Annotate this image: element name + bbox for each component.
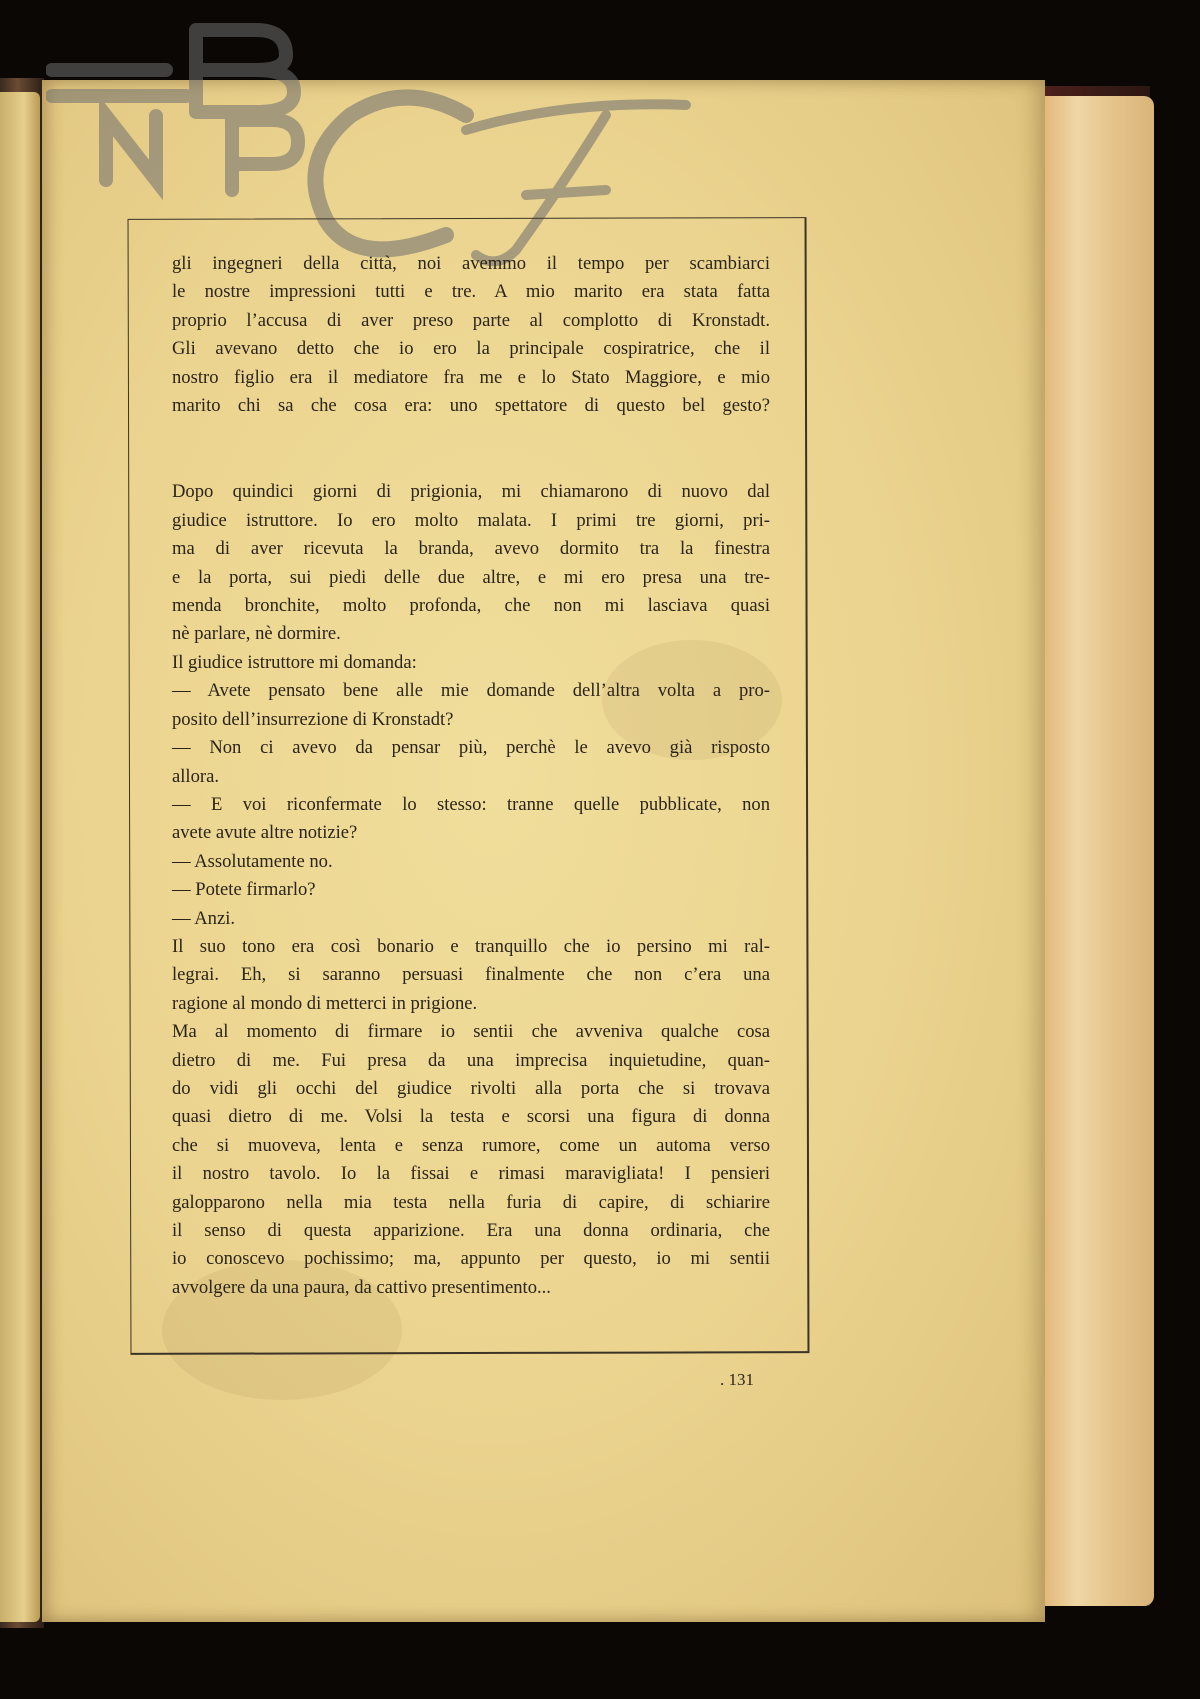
- text-line: Il giudice istruttore mi domanda:: [172, 651, 417, 673]
- text-line: Il suo tono era così bonario e tranquillo che io persino mi ral-: [172, 935, 770, 957]
- text-line: galopparono nella mia testa nella furia di capire, di schiarire: [172, 1191, 770, 1213]
- watermark-letter-b: [196, 30, 294, 112]
- text-line: nè parlare, nè dormire.: [172, 623, 341, 645]
- text-line: legrai. Eh, si saranno persuasi finalmente che non c’era una: [172, 964, 770, 986]
- text-line: Gli avevano detto che io ero la principale cospiratrice, che il: [172, 338, 770, 360]
- text-line: e la porta, sui piedi delle due altre, e mi ero presa una tre-: [172, 566, 770, 588]
- text-line: avvolgere da una paura, da cattivo presentimento...: [172, 1276, 551, 1298]
- dialogue-line: — Avete pensato bene alle mie domande dell’altra volta a pro-: [172, 680, 770, 702]
- paragraph-main: [172, 478, 770, 1302]
- dialogue-line: — E voi riconfermate lo stesso: tranne quelle pubblicate, non: [172, 793, 770, 815]
- text-line: ragione al mondo di metterci in prigione.: [172, 992, 478, 1014]
- text-line: quasi dietro di me. Volsi la testa e scorsi una figura di donna: [172, 1106, 770, 1128]
- text-line: do vidi gli occhi del giudice rivolti alla porta che si trovava: [172, 1077, 770, 1099]
- text-line: il senso di questa apparizione. Era una donna ordinaria, che: [172, 1220, 770, 1241]
- page-number: . 131: [720, 1370, 754, 1389]
- text-line: nostro figlio era il mediatore fra me e lo Stato Maggiore, e mio: [172, 366, 770, 388]
- text-line: che si muoveva, lenta e senza rumore, come un automa verso: [172, 1134, 770, 1156]
- text-line: Dopo quindici giorni di prigionia, mi chiamarono di nuovo dal: [172, 481, 770, 503]
- dialogue-line: — Anzi.: [172, 907, 236, 929]
- watermark-letter-p: [232, 120, 298, 190]
- section-break: [172, 420, 770, 478]
- dialogue-line: allora.: [172, 765, 219, 787]
- page-stack-edge: [1040, 96, 1154, 1606]
- page-text: [172, 250, 770, 1302]
- paragraph-continuation: [172, 250, 770, 420]
- watermark-letter-n: [106, 116, 156, 180]
- dialogue-line: — Non ci avevo da pensar più, perchè le avevo già risposto: [172, 737, 770, 759]
- dialogue-line: posito dell’insurrezione di Kronstadt?: [172, 708, 454, 730]
- text-line: io conoscevo pochissimo; ma, appunto per questo, io mi sentii: [172, 1248, 770, 1270]
- text-line: le nostre impressioni tutti e tre. A mio marito era stata fatta: [172, 281, 770, 303]
- text-line: ma di aver ricevuta la branda, avevo dormito tra la finestra: [172, 538, 770, 560]
- text-line: gli ingegneri della città, noi avemmo il tempo per scambiarci: [172, 253, 770, 274]
- dialogue-line: — Assolutamente no.: [172, 850, 333, 872]
- text-line: proprio l’accusa di aver preso parte al complotto di Kronstadt.: [172, 309, 770, 331]
- text-line: marito chi sa che cosa era: uno spettatore di questo bel gesto?: [172, 395, 770, 417]
- text-line: Ma al momento di firmare io sentii che avveniva qualche cosa: [172, 1021, 770, 1043]
- text-line: menda bronchite, molto profonda, che non mi lasciava quasi: [172, 595, 770, 617]
- text-line: giudice istruttore. Io ero molto malata. I primi tre giorni, pri-: [172, 509, 770, 531]
- dialogue-line: avete avute altre notizie?: [172, 822, 358, 844]
- text-line: dietro di me. Fui presa da una imprecisa inquietudine, quan-: [172, 1049, 770, 1071]
- left-page-edge: [0, 92, 40, 1622]
- dialogue-line: — Potete firmarlo?: [172, 879, 316, 901]
- text-line: il nostro tavolo. Io la fissai e rimasi maravigliata! I pensieri: [172, 1163, 770, 1185]
